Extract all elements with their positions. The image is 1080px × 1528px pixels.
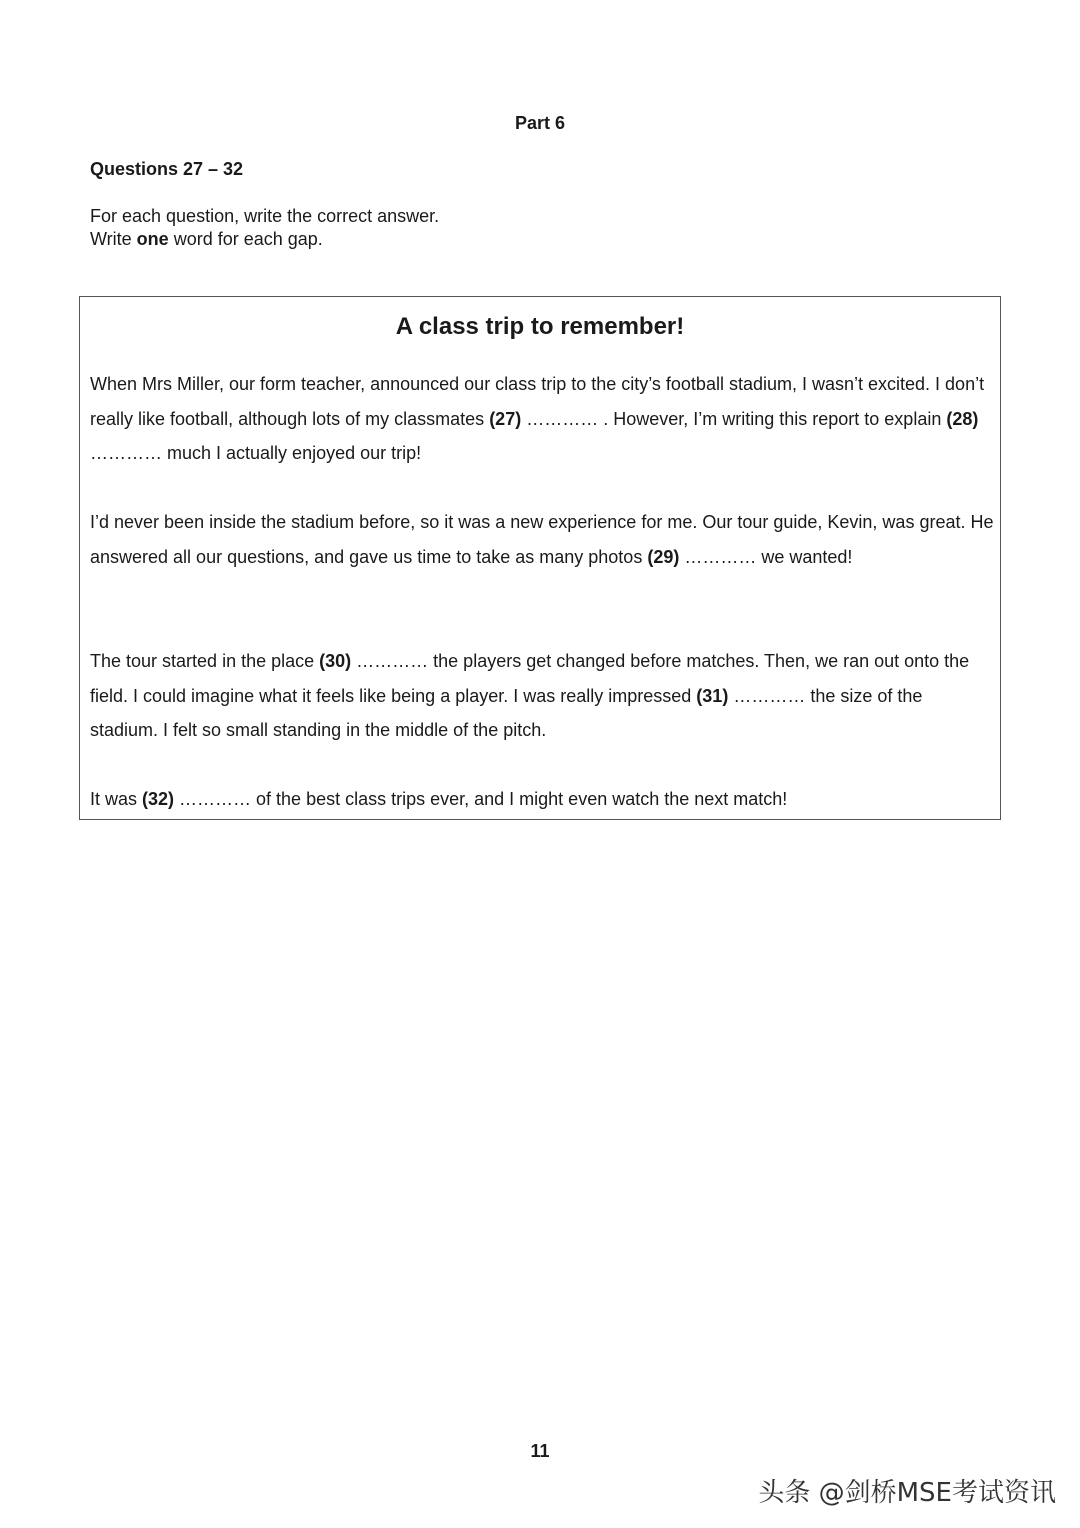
gap-31-number: (31) — [696, 685, 729, 706]
instruction-emphasis: one — [136, 229, 169, 249]
gap-30-number: (30) — [319, 651, 352, 671]
questions-range: Questions 27 – 32 — [90, 159, 244, 179]
gap-28-number: (28) — [946, 408, 979, 429]
paragraph-4 — [90, 782, 995, 817]
passage-title: A class trip to remember! — [395, 313, 685, 340]
part-heading: Part 6 — [514, 113, 566, 133]
paragraph-2 — [90, 505, 995, 574]
instruction-text: word for each gap. — [168, 229, 323, 249]
paragraph-text: I’d never been inside the stadium before, so it was a new experience for me. Our tour guide, Kevin, was great. He answered all our questions, and gave us time to take as many photos — [90, 512, 994, 567]
instructions — [90, 205, 439, 251]
page-number: 11 — [530, 1441, 550, 1461]
paragraph-text: ………… much I actually enjoyed our trip! — [90, 443, 422, 463]
instruction-line-1: For each question, write the correct answer. — [90, 206, 440, 226]
paragraph-text: The tour started in the place — [90, 651, 320, 671]
paragraph-3 — [90, 644, 995, 748]
paragraph-text: ………… of the best class trips ever, and I might even watch the next match! — [174, 789, 788, 809]
paragraph-text: ………… the players get changed before matches. Then, we ran out onto the field. I could imagine what it feels like being a player. I was really impressed — [90, 651, 970, 706]
paragraph-text: It was — [90, 789, 143, 809]
gap-32-number: (32) — [142, 789, 175, 809]
instruction-line-2 — [90, 228, 439, 251]
instruction-text: Write — [90, 229, 137, 249]
gap-27-number: (27) — [489, 408, 522, 429]
paragraph-text: ………… we wanted! — [679, 546, 853, 567]
watermark: 头条 @剑桥MSE考试资讯 — [758, 1478, 1056, 1508]
paragraph-text: When Mrs Miller, our form teacher, announced our class trip to the city’s football stadium, I wasn’t excited. I don’t really like football, although lots of my classmates — [90, 374, 985, 429]
paragraph-1 — [90, 367, 995, 471]
gap-29-number: (29) — [647, 546, 680, 567]
passage-box — [79, 296, 1001, 820]
paragraph-text: ………… . However, I’m writing this report to explain — [521, 408, 947, 429]
paragraph-text: ………… the size of the stadium. I felt so small standing in the middle of the pitch. — [90, 685, 923, 740]
